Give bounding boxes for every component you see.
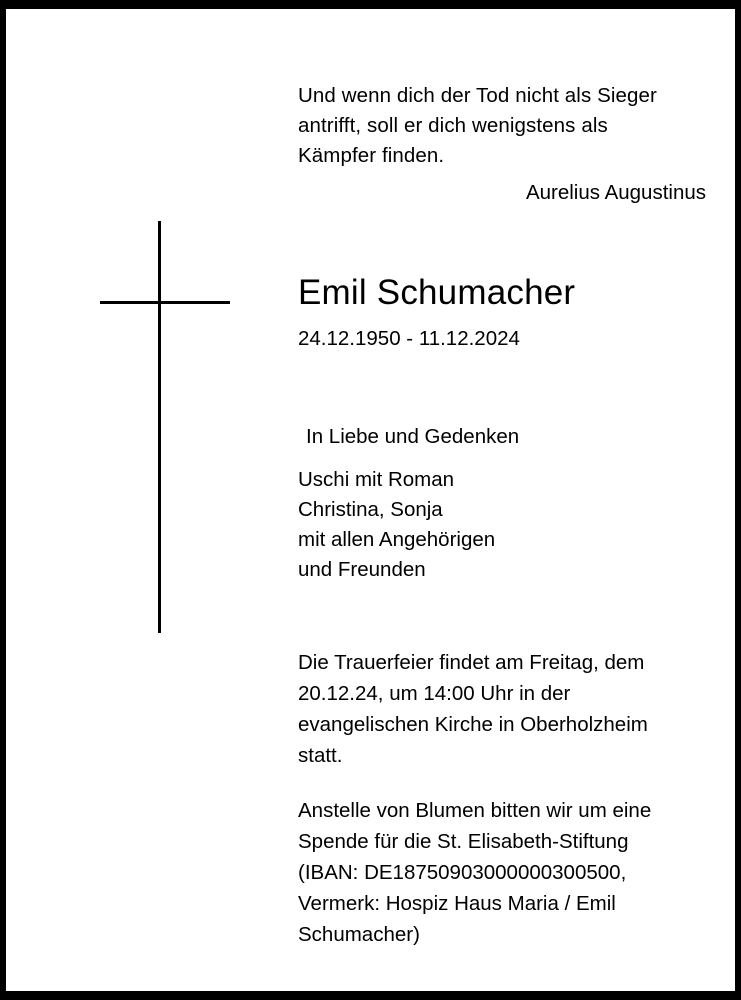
cross-vertical-bar xyxy=(158,221,161,633)
quote-line: Kämpfer finden. xyxy=(298,144,445,167)
service-line: statt. xyxy=(298,744,343,767)
quote-author: Aurelius Augustinus xyxy=(525,181,706,204)
family-line: und Freunden xyxy=(298,558,426,581)
service-line: evangelischen Kirche in Oberholzheim xyxy=(298,713,648,736)
donation-request xyxy=(298,795,718,950)
service-line: Die Trauerfeier findet am Freitag, dem xyxy=(298,651,645,674)
family-line: mit allen Angehörigen xyxy=(298,528,496,551)
quote-line: antrifft, soll er dich wenigstens als xyxy=(298,114,608,137)
family-line: Uschi mit Roman xyxy=(298,468,455,491)
service-line: 20.12.24, um 14:00 Uhr in der xyxy=(298,682,571,705)
deceased-dates: 24.12.1950 - 11.12.2024 xyxy=(298,327,520,350)
donation-line: Spende für die St. Elisabeth-Stiftung xyxy=(298,830,629,853)
memorial-heading: In Liebe und Gedenken xyxy=(306,425,520,448)
family-line: Christina, Sonja xyxy=(298,498,443,521)
memorial-quote xyxy=(298,81,718,171)
donation-line: Schumacher) xyxy=(298,923,420,946)
donation-line: Vermerk: Hospiz Haus Maria / Emil xyxy=(298,892,616,915)
cross-horizontal-bar xyxy=(100,301,230,304)
funeral-service-details xyxy=(298,647,718,771)
obituary-text-column xyxy=(298,9,718,950)
donation-line: Anstelle von Blumen bitten wir um eine xyxy=(298,799,652,822)
quote-line: Und wenn dich der Tod nicht als Sieger xyxy=(298,84,657,107)
deceased-name: Emil Schumacher xyxy=(298,273,576,312)
christian-cross-icon xyxy=(100,221,230,633)
obituary-inner xyxy=(6,9,735,991)
family-names xyxy=(298,465,718,585)
donation-line: (IBAN: DE18750903000000300500, xyxy=(298,861,627,884)
